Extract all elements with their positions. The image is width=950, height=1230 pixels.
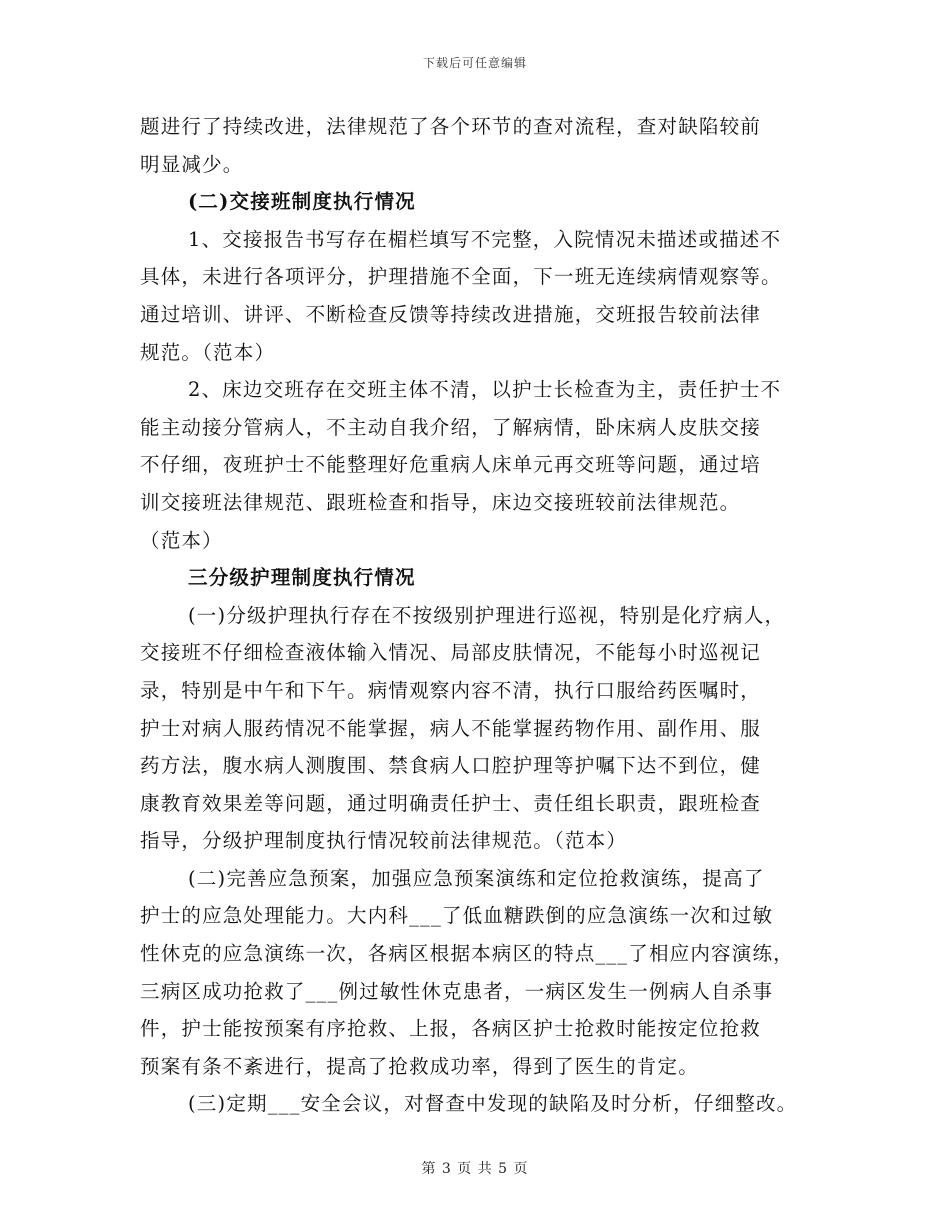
header-note: 下载后可任意编辑: [422, 56, 527, 70]
paragraph-line: (三)定期___安全会议，对督查中发现的缺陷及时分析，仔细整改。: [188, 1092, 798, 1116]
paragraph-line: 性休克的应急演练一次，各病区根据本病区的特点___了相应内容演练，: [140, 942, 794, 966]
paragraph-line: 能主动接分管病人，不主动自我介绍，了解病情，卧床病人皮肤交接: [140, 415, 762, 439]
paragraph-line: 不仔细，夜班护士不能整理好危重病人床单元再交班等问题，通过培: [140, 453, 762, 477]
paragraph-line: 录，特别是中午和下午。病情观察内容不清，执行口服给药医嘱时，: [140, 678, 762, 702]
paragraph-line: 题进行了持续改进，法律规范了各个环节的查对流程，查对缺陷较前: [140, 115, 762, 138]
paragraph-line: (二)完善应急预案，加强应急预案演练和定位抢救演练，提高了: [188, 866, 765, 890]
paragraph-line: （范本）: [140, 528, 223, 552]
paragraph-line: (一)分级护理执行存在不按级别护理进行巡视，特别是化疗病人，: [188, 603, 786, 627]
paragraph-line: 药方法，腹水病人测腹围、禁食病人口腔护理等护嘱下达不到位，健: [140, 754, 762, 778]
paragraph-line: 康教育效果差等问题，通过明确责任护士、责任组长职责，跟班检查: [140, 791, 762, 815]
paragraph-line: 交接班不仔细检查液体输入情况、局部皮肤情况，不能每小时巡视记: [140, 641, 762, 665]
paragraph-line: 护士对病人服药情况不能掌握，病人不能掌握药物作用、副作用、服: [140, 716, 762, 740]
paragraph-line: 护士的应急处理能力。大内科___了低血糖跌倒的应急演练一次和过敏: [140, 904, 774, 928]
paragraph-line: 具体，未进行各项评分，护理措施不全面，下一班无连续病情观察等。: [140, 265, 782, 289]
section-heading: 三分级护理制度执行情况: [188, 566, 416, 590]
paragraph-line: 规范。（范本）: [140, 340, 276, 364]
paragraph-line: 预案有条不紊进行，提高了抢救成功率，得到了医生的肯定。: [140, 1054, 699, 1078]
paragraph-line: 通过培训、讲评、不断检查反馈等持续改进措施，交班报告较前法律: [140, 302, 762, 326]
section-heading: (二)交接班制度执行情况: [188, 190, 416, 214]
paragraph-line: 件，护士能按预案有序抢救、上报，各病区护士抢救时能按定位抢救: [140, 1017, 762, 1041]
page-number: 第 3 页 共 5 页: [421, 1161, 529, 1177]
document-body: [140, 108, 830, 1123]
paragraph-line: 2、床边交班存在交班主体不清，以护士长检查为主，责任护士不: [188, 378, 782, 402]
paragraph-line: 明显减少。: [140, 152, 244, 176]
paragraph-line: 指导，分级护理制度执行情况较前法律规范。（范本）: [140, 829, 628, 853]
paragraph-line: 训交接班法律规范、跟班检查和指导，床边交接班较前法律规范。: [140, 490, 741, 514]
paragraph-line: 三病区成功抢救了___例过敏性休克患者，一病区发生一例病人自杀事: [140, 979, 774, 1003]
paragraph-line: 1、交接报告书写存在楣栏填写不完整，入院情况未描述或描述不: [188, 227, 782, 251]
